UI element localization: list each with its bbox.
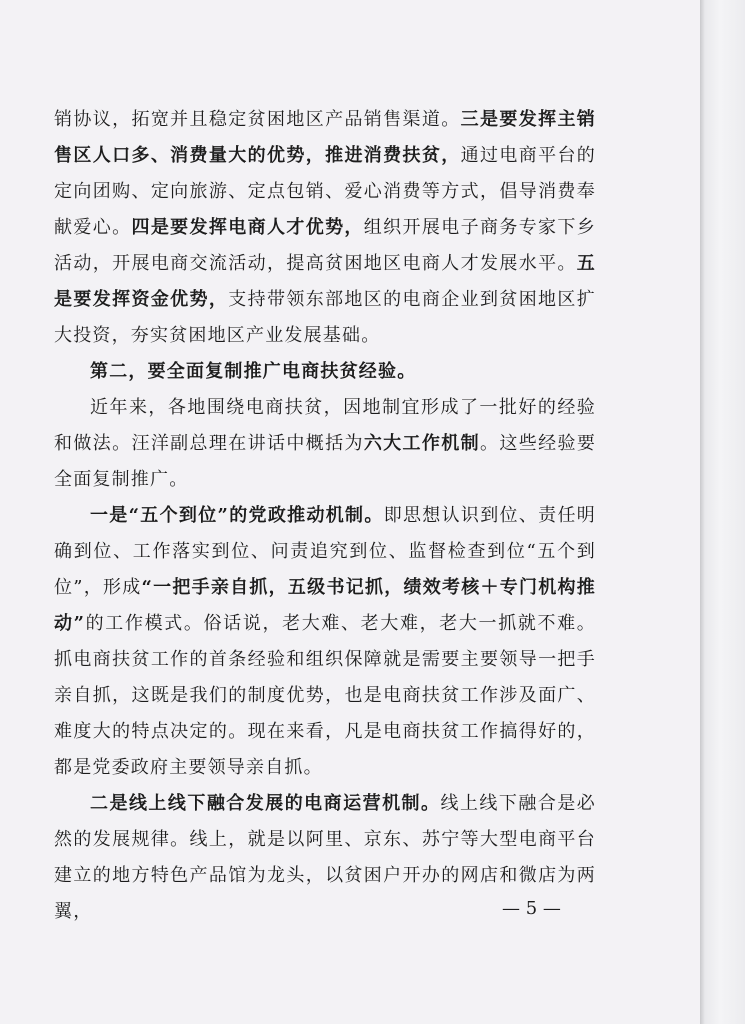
body-text xyxy=(54,102,596,930)
bold-text-run: 一是“五个到位”的党政推动机制。 xyxy=(90,505,384,526)
bold-text-run: 五是要发挥资金优势， xyxy=(54,253,596,310)
bold-text-run: 三是要发挥主销售区人口多、消费量大的优势，推进消费扶贫， xyxy=(54,109,596,166)
paragraph xyxy=(54,390,596,498)
bold-text-run: 二是线上线下融合发展的电商运营机制。 xyxy=(90,793,441,814)
bold-text-run: 六大工作机制 xyxy=(363,433,480,454)
paragraph xyxy=(54,102,596,354)
text-run: 线上线下融合是必然的发展规律。线上，就是以阿里、京东、苏宁等大型电商平台建立的地方特色产品馆为龙头，以贫困户开办的网店和微店为两翼， xyxy=(54,793,596,922)
text-run: 通过电商平台的定向团购、定向旅游、定点包销、爱心消费等方式，倡导消费奉献爱心。 xyxy=(54,145,596,238)
bold-text-run: 四是要发挥电商人才优势， xyxy=(131,217,364,238)
text-run: 的工作模式。俗话说，老大难、老大难，老大一抓就不难。抓电商扶贫工作的首条经验和组织保障就是需要主要领导一把手亲自抓，这既是我们的制度优势，也是电商扶贫工作涉及面广、难度大的特点决定的。现在来看，凡是电商扶贫工作搞得好的，都是党委政府主要领导亲自抓。 xyxy=(54,613,596,778)
text-run: 即思想认识到位、责任明确到位、工作落实到位、问责追究到位、监督检查到位“五个到位”，形成 xyxy=(54,505,596,598)
text-run: 销协议，拓宽并且稳定贫困地区产品销售渠道。 xyxy=(54,109,461,130)
bold-text-run: “一把手亲自抓，五级书记抓，绩效考核＋专门机构推动” xyxy=(54,577,596,634)
text-run: 近年来，各地围绕电商扶贫，因地制宜形成了一批好的经验和做法。汪洋副总理在讲话中概括为 xyxy=(54,397,596,454)
text-run: 。这些经验要全面复制推广。 xyxy=(54,433,597,490)
text-run: 支持带领东部地区的电商企业到贫困地区扩大投资，夯实贫困地区产业发展基础。 xyxy=(54,289,596,346)
page-number: — 5 — xyxy=(502,898,561,919)
page-edge xyxy=(700,0,745,1024)
bold-text-run: 第二，要全面复制推广电商扶贫经验。 xyxy=(90,361,417,382)
paragraph xyxy=(54,354,596,390)
paragraph xyxy=(54,498,596,786)
text-run: 组织开展电子商务专家下乡活动，开展电商交流活动，提高贫困地区电商人才发展水平。 xyxy=(54,217,596,274)
